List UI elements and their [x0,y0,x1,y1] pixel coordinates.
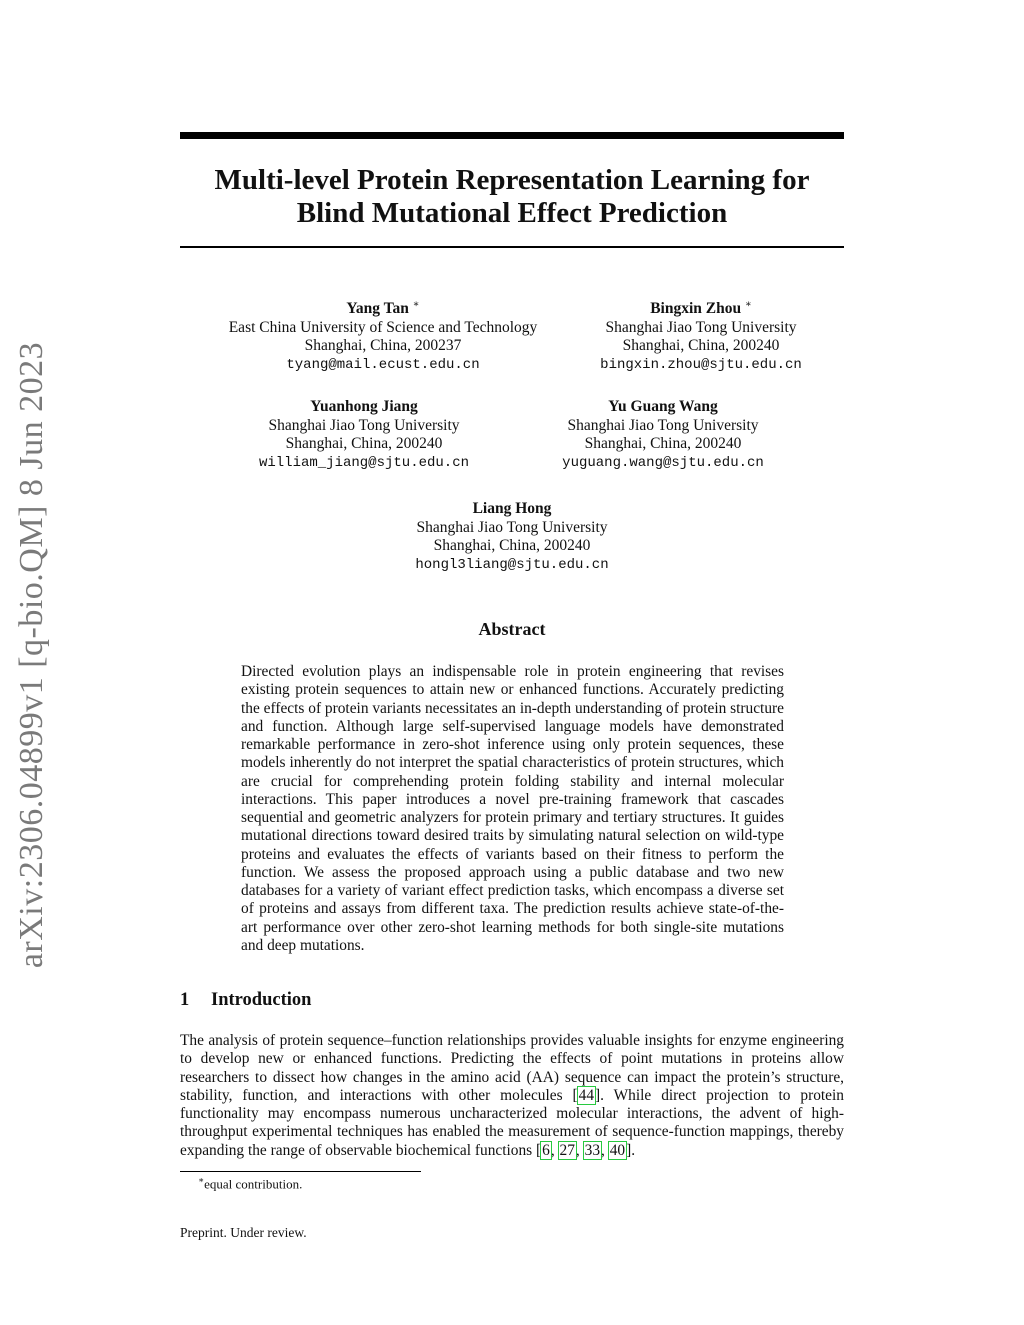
author-name: Liang Hong [472,500,552,517]
citation-link[interactable]: 27 [559,1141,575,1159]
intro-text: ]. While direct projection to protein functionality may encompass numerous uncharacterized molecular interactions, the advent of high-throughput experimental techniques has enabled the measurement of sequence-function mappings, thereby expanding the range of observable biochemical functions [ [180,1086,844,1159]
author-location: Shanghai, China, 200240 [285,435,443,452]
title-line-2: Blind Mutational Effect Prediction [296,197,728,229]
author-location: Shanghai, China, 200237 [304,337,462,355]
citation-link[interactable]: 6 [542,1141,550,1159]
footnote-rule [180,1171,421,1172]
author-name: Yuanhong Jiang [310,398,418,415]
equal-contribution-mark: ∗ [744,299,752,310]
author-affiliation: Shanghai Jiao Tong University [567,416,759,434]
paper-title [180,164,844,230]
section-number: 1 [180,990,190,1010]
title-top-rule [180,132,844,139]
author-location: Shanghai, China, 200240 [584,435,742,452]
author-block [332,500,692,574]
introduction-paragraph: The analysis of protein sequence–function relationships provides valuable insights for enzyme engineering to develop new or enhanced functions. Predicting the effects of point mutations in proteins allow researchers to dissect how changes in the amino acid (AA) sequence can impact the protein’s structure, stability, function, and interactions with other molecules [44]. While direct projection to protein functionality may encompass numerous uncharacterized molecular interactions, the advent of high-throughput experimental techniques has enabled the measurement of sequence-function mappings, thereby expanding the range of observable biochemical functions [6, 27, 33, 40]. [180,1032,844,1159]
intro-text: The analysis of protein sequence–function relationships provides valuable insights for enzyme engineering to develop new or enhanced functions. Predicting the effects of point mutations in proteins allow researchers to dissect how changes in the amino acid (AA) sequence can impact the protein’s structure, stability, function, and interactions with other molecules [ [180,1032,844,1104]
footnote-mark: ∗ [198,1175,205,1185]
arxiv-identifier: arXiv:2306.04899v1 [q-bio.QM] 8 Jun 2023 [13,341,50,969]
author-block [203,296,563,374]
abstract-heading: Abstract [478,619,546,639]
title-line-1: Multi-level Protein Representation Learning for [214,164,810,196]
citation-link[interactable]: 40 [609,1141,626,1159]
author-location: Shanghai, China, 200240 [433,537,591,554]
author-block [483,398,843,472]
author-affiliation: Shanghai Jiao Tong University [416,518,608,536]
citation-link[interactable]: 44 [578,1086,595,1104]
author-name: Bingxin Zhou [650,300,742,318]
author-email[interactable]: william_jiang@sjtu.edu.cn [258,454,470,471]
section-heading [180,990,311,1011]
footnote-text: equal contribution. [204,1176,303,1192]
citation-link[interactable]: 33 [584,1141,601,1159]
author-affiliation: East China University of Science and Technology [228,318,538,336]
abstract-text: Directed evolution plays an indispensable role in protein engineering that revises existing protein sequences to attain new or enhanced functions. Accurately predicting the effects of protein variants necessitates an in-depth understanding of protein structure and function. Although large self-supervised language models have demonstrated remarkable performance in zero-shot inference using only protein sequences, these models inherently do not interpret the spatial characteristics of protein structures, which are crucial for comprehending protein folding stability and internal molecular interactions. This paper introduces a novel pre-training framework that cascades sequential and geometric analyzers for protein primary and tertiary structures. It guides mutational directions toward desired traits by simulating natural selection on wild-type proteins and evaluates the effects of variants based on their fitness to perform the function. We assess the proposed approach using a public database and two new databases for a variety of variant effect prediction tasks, which encompass a diverse set of proteins and assays from different taxa. The prediction results achieve state-of-the-art performance over other zero-shot learning methods for both single-site mutations and deep mutations. [241,663,784,954]
author-affiliation: Shanghai Jiao Tong University [268,416,460,434]
intro-text: ]. [626,1141,636,1159]
preprint-note: Preprint. Under review. [180,1225,307,1240]
author-location: Shanghai, China, 200240 [622,337,780,355]
author-block [521,296,881,374]
equal-contribution-mark: ∗ [412,299,420,310]
author-name: Yang Tan [346,300,409,318]
footnote [198,1175,302,1192]
title-bottom-rule [180,246,844,248]
author-email[interactable]: hongl3liang@sjtu.edu.cn [415,556,609,573]
section-title: Introduction [211,990,312,1010]
author-email[interactable]: bingxin.zhou@sjtu.edu.cn [600,356,802,373]
author-affiliation: Shanghai Jiao Tong University [605,318,797,336]
author-name: Yu Guang Wang [608,398,718,415]
author-email[interactable]: yuguang.wang@sjtu.edu.cn [562,454,764,471]
author-email[interactable]: tyang@mail.ecust.edu.cn [286,356,480,373]
